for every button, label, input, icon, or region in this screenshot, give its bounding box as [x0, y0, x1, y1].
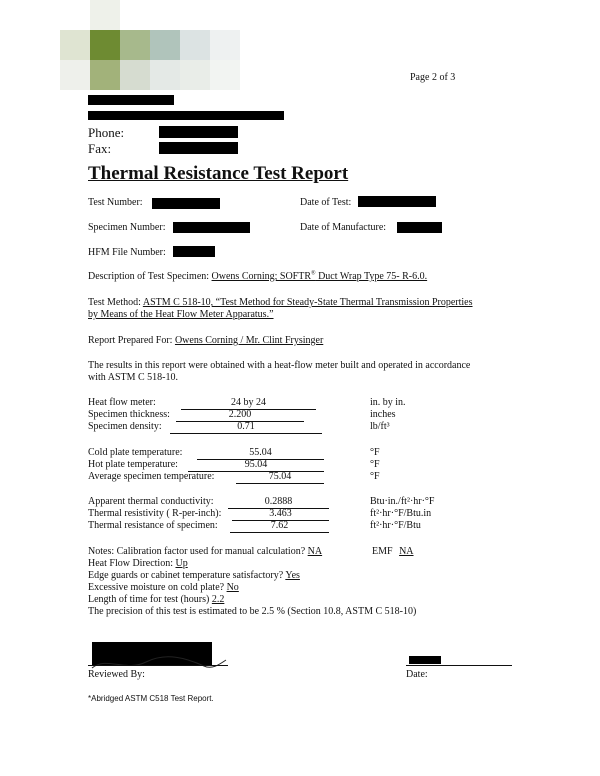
temperature-value: 55.04: [197, 447, 324, 460]
thermal-unit: ft²·hr·°F/Btu.in: [370, 508, 432, 519]
description-value: [212, 271, 428, 282]
emf-label: EMF: [372, 546, 393, 557]
thermal-label: Thermal resistivity ( R-per-inch):: [88, 508, 222, 519]
temperature-unit: °F: [370, 447, 380, 458]
temperature-row: [88, 459, 408, 471]
logo-tile: [120, 60, 150, 90]
redacted-fax: [159, 142, 238, 154]
logo-tile: [180, 30, 210, 60]
hfm-file-label: HFM File Number:: [88, 247, 166, 258]
registered-mark: ®: [311, 270, 316, 277]
test-number-label: Test Number:: [88, 197, 143, 208]
test-length-line: [88, 594, 224, 606]
length-label: Length of time for test (hours): [88, 594, 210, 605]
prepared-for-label: Report Prepared For:: [88, 335, 173, 346]
measurement-label: Heat flow meter:: [88, 397, 156, 408]
logo-tile: [60, 30, 90, 60]
calibration-label: Notes: Calibration factor used for manual calculation?: [88, 546, 306, 557]
thermal-row: [88, 496, 468, 508]
test-method-value: ASTM C 518-10, “Test Method for Steady-State Thermal Transmission Properties: [142, 297, 473, 308]
reviewed-signature-line: [88, 665, 228, 666]
measurement-row: [88, 409, 408, 421]
description-label: Description of Test Specimen:: [88, 271, 210, 282]
prepared-for-line: [88, 335, 323, 347]
logo-tile: [210, 60, 240, 90]
description-line: [88, 271, 427, 283]
redacted-phone: [159, 126, 238, 138]
results-intro-2: with ASTM C 518-10.: [88, 372, 179, 383]
direction-value: Up: [175, 558, 188, 569]
measurement-row: [88, 397, 408, 409]
temperature-label: Hot plate temperature:: [88, 459, 178, 470]
logo-tile: [90, 60, 120, 90]
date-signature-line: [406, 665, 512, 666]
fax-label: Fax:: [88, 141, 112, 156]
thermal-group: [88, 496, 468, 532]
date-of-test-label: Date of Test:: [300, 197, 352, 208]
thermal-label: Apparent thermal conductivity:: [88, 496, 214, 507]
emf-value: NA: [399, 546, 414, 557]
description-value-main: Owens Corning; SOFTR: [211, 271, 311, 282]
results-intro-1: The results in this report were obtained with a heat-flow meter built and operated in accordance: [88, 360, 471, 371]
measurement-unit: lb/ft³: [370, 421, 390, 432]
measurement-unit: in. by in.: [370, 397, 406, 408]
test-method-value-2: by Means of the Heat Flow Meter Apparatus.”: [88, 309, 274, 320]
measurement-value: 2.200: [176, 409, 304, 422]
redacted-test-number: [152, 198, 220, 209]
thermal-value: 7.62: [230, 520, 329, 533]
calibration-value: NA: [307, 546, 323, 557]
page-number: Page 2 of 3: [410, 72, 456, 83]
thermal-value: 3.463: [232, 508, 329, 521]
temperature-unit: °F: [370, 471, 380, 482]
test-method-label: Test Method:: [88, 297, 141, 308]
moisture-line: [88, 582, 239, 594]
edge-guards-line: [88, 570, 300, 582]
phone-label: Phone:: [88, 125, 125, 140]
description-value-rest: Duct Wrap Type 75- R-6.0.: [315, 271, 428, 282]
temperature-row: [88, 471, 408, 483]
logo-tile: [60, 60, 90, 90]
reviewed-by-label: Reviewed By:: [88, 669, 145, 680]
thermal-row: [88, 520, 468, 532]
direction-label: Heat Flow Direction:: [88, 558, 173, 569]
notes-calibration-line: [88, 546, 322, 558]
redacted-hfm-file: [173, 246, 215, 257]
temperature-value: 75.04: [236, 471, 324, 484]
logo-tile: [210, 30, 240, 60]
page-title: Thermal Resistance Test Report: [88, 163, 349, 184]
logo-tile: [90, 0, 120, 30]
thermal-value: 0.2888: [228, 496, 329, 509]
temperature-unit: °F: [370, 459, 380, 470]
test-method-line: [88, 297, 473, 309]
redacted-specimen-number: [173, 222, 250, 233]
thermal-row: [88, 508, 468, 520]
redacted-date-of-manufacture: [397, 222, 442, 233]
redacted-date: [409, 656, 441, 664]
guards-label: Edge guards or cabinet temperature satisfactory?: [88, 570, 284, 581]
measurement-value: 0.71: [170, 421, 322, 434]
logo-tile: [150, 60, 180, 90]
emf-line: [372, 546, 414, 558]
precision-note: The precision of this test is estimated to be 2.5 % (Section 10.8, ASTM C 518-10): [88, 606, 417, 617]
logo-tile: [150, 30, 180, 60]
moisture-value: No: [226, 582, 239, 593]
redacted-date-of-test: [358, 196, 436, 207]
logo-tile: [180, 60, 210, 90]
temperature-label: Cold plate temperature:: [88, 447, 183, 458]
logo-tile: [90, 30, 120, 60]
specimen-number-label: Specimen Number:: [88, 222, 166, 233]
temperature-row: [88, 447, 408, 459]
guards-value: Yes: [285, 570, 300, 581]
measurement-unit: inches: [370, 409, 396, 420]
measurement-value: 24 by 24: [181, 397, 316, 410]
thermal-label: Thermal resistance of specimen:: [88, 520, 218, 531]
heat-flow-direction-line: [88, 558, 188, 570]
temperatures-group: [88, 447, 408, 483]
length-value: 2.2: [211, 594, 225, 605]
date-label: Date:: [406, 669, 428, 680]
temperature-value: 95.04: [188, 459, 324, 472]
moisture-label: Excessive moisture on cold plate?: [88, 582, 225, 593]
measurement-row: [88, 421, 408, 433]
measurements-group: [88, 397, 408, 433]
temperature-label: Average specimen temperature:: [88, 471, 215, 482]
measurement-label: Specimen thickness:: [88, 409, 170, 420]
footnote: *Abridged ASTM C518 Test Report.: [88, 694, 214, 703]
redacted-address: [88, 95, 174, 105]
thermal-unit: ft²·hr·°F/Btu: [370, 520, 421, 531]
logo-tile: [120, 30, 150, 60]
redacted-address: [88, 111, 284, 120]
prepared-for-value: Owens Corning / Mr. Clint Frysinger: [174, 335, 324, 346]
measurement-label: Specimen density:: [88, 421, 162, 432]
date-of-manufacture-label: Date of Manufacture:: [300, 222, 387, 233]
thermal-unit: Btu·in./ft²·hr·°F: [370, 496, 435, 507]
